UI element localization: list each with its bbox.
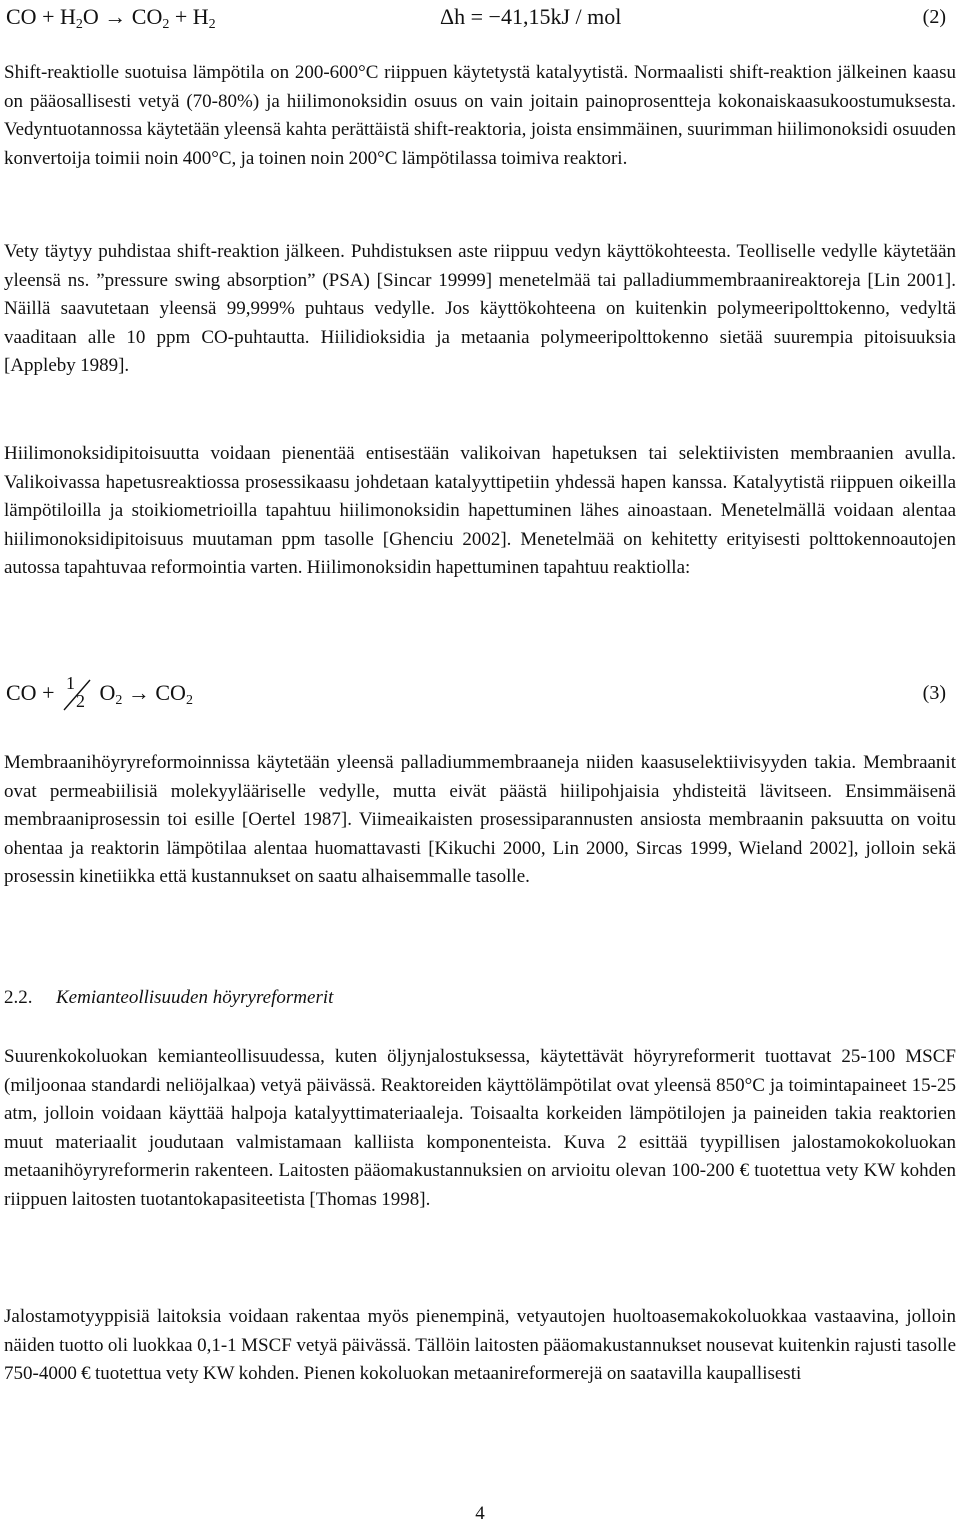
equation-2-reaction: [6, 0, 216, 34]
equation-2: [6, 0, 950, 34]
equation-3-reaction: [6, 673, 193, 712]
eq2-plus: +: [174, 4, 188, 29]
section-title: Kemianteollisuuden höyryreformerit: [56, 987, 334, 1008]
eq2-co: CO: [6, 4, 37, 29]
eq3-fraction: [60, 673, 94, 712]
section-number: 2.2.: [4, 987, 33, 1008]
equation-3: [6, 673, 950, 711]
page-number: 4: [475, 1503, 485, 1524]
equation-2-number: (2): [922, 6, 946, 28]
section-heading: [4, 984, 333, 1012]
eq2-plus: +: [42, 4, 55, 29]
eq2-h2: H: [192, 4, 209, 29]
eq3-frac-denominator: 2: [75, 691, 85, 711]
eq3-co2: CO: [155, 680, 186, 705]
eq2-sub: 2: [208, 17, 216, 32]
paragraph-small-scale-reformers: Jalostamotyyppisiä laitoksia voidaan rakentaa myös pienempinä, vetyautojen huoltoasemakokoluokkaa vastaavina, jolloin näiden tuotto oli luokkaa 0,1-1 MSCF vetyä päivässä. Tällöin laitosten pääomakustannukset nousevat kuitenkin rajusti tasolle 750-4000 € tuotettua vety KW kohden. Pienen kokoluokan metaanireformerejä on saatavilla kaupallisesti: [4, 1306, 956, 1385]
eq3-sub: 2: [115, 693, 123, 708]
eq3-sub: 2: [185, 693, 193, 708]
paragraph-co-oxidation: Hiilimonoksidipitoisuutta voidaan pienentää entisestään valikoivan hapetuksen tai selektiivisten membraanien avulla. Valikoivassa hapetusreaktiossa prosessikaasu johdetaan katalyyttipetiin yhdessä hapen kanssa. Katalyytistä riippuen oikeilla lämpötiloilla ja stoikiometrioilla tapahtuu hiilimonoksidin hapettuminen lähes ainoastaan. Menetelmällä voidaan alentaa hiilimonoksidipitoisuus muutaman ppm tasolle [Ghenciu 2002]. Menetelmää on kehitetty erityisesti polttokennoautojen autossa tapahtuvaa reformointia varten. Hiilimonoksidin hapettuminen tapahtuu reaktiolla:: [4, 443, 956, 579]
equation-3-number: (3): [922, 682, 946, 704]
eq2-o: O: [82, 4, 99, 29]
paragraph-membrane-reforming: Membraanihöyryreformoinnissa käytetään yleensä palladiummembraaneja niiden kaasuselektiivisyyden takia. Membraanit ovat permeabiilisiä molekyylääriselle vedylle, mutta eivät päästä hiilipohjaisia yhdisteitä lävitseen. Ensimmäisenä membraaniprosessin toi esille [Oertel 1987]. Viimeaikaisten prosessiparannusten ansiosta membraanin paksuutta on voitu ohentaa ja reaktorin lämpötilaa alentaa huomattavasti [Kikuchi 2000, Lin 2000, Sircas 1999, Wieland 2002], jolloin sekä prosessin kinetiikka että kustannukset on saatu alhaisemmalle tasolle.: [4, 752, 956, 888]
eq3-co: CO: [6, 680, 37, 705]
eq2-arrow: →: [104, 4, 127, 29]
equation-2-enthalpy: Δh = −41,15kJ / mol: [440, 4, 622, 29]
eq2-co2: CO: [131, 4, 163, 29]
eq2-h: H: [59, 4, 76, 29]
eq2-sub: 2: [75, 17, 83, 32]
eq3-arrow: →: [127, 680, 150, 705]
paragraph-industrial-reformers: Suurenkokoluokan kemianteollisuudessa, kuten öljynjalostuksessa, käytettävät höyryreformerit tuottavat 25-100 MSCF (miljoonaa standardi neliöjalkaa) vetyä päivässä. Reaktoreiden käyttölämpötilat ovat yleensä 850°C ja toimintapaineet 15-25 atm, jolloin voidaan käyttää halpoja katalyyttimateriaaleja. Toisaalta korkeiden lämpötilojen ja paineiden takia reaktorien muut materiaalit joudutaan valmistamaan kalliista komponenteista. Kuva 2 esittää tyypillisen jalostamokokoluokan metaanihöyryreformerin rakenteen. Laitosten pääomakustannuksien on arvioitu olevan 100-200 € tuotettua vety KW kohden riippuen laitosten tuotantokapasiteetista [Thomas 1998].: [4, 1046, 956, 1210]
eq2-sub: 2: [162, 17, 170, 32]
paragraph-shift-temperature: Shift-reaktiolle suotuisa lämpötila on 200-600°C riippuen käytetystä katalyytistä. Normaalisti shift-reaktion jälkeinen kaasu on pääosallisesti vetyä (70-80%) ja hiilimonoksidin osuus on vain joitain painoprosentteja kokonaiskaasukoostumuksesta. Vedyntuotannossa käytetään yleensä kahta perättäistä shift-reaktoria, joista ensimmäinen, suurimman hiilimonoksidi osuuden konvertoija toimii noin 400°C, ja toinen noin 200°C lämpötilassa toimiva reaktori.: [4, 62, 956, 169]
eq3-frac-numerator: 1: [65, 673, 75, 693]
eq3-o: O: [99, 680, 116, 705]
paragraph-hydrogen-purification: Vety täytyy puhdistaa shift-reaktion jälkeen. Puhdistuksen aste riippuu vedyn käyttökohteesta. Teolliselle vedylle käytetään yleensä ns. ”pressure swing absorption” (PSA) [Sincar 19999] menetelmää tai palladiummembraanireaktoreja [Lin 2001]. Näillä saavutetaan yleensä 99,999% puhtaus vedylle. Jos käyttökohteena on kuitenkin polymeeripolttokenno, vedyltä vaaditaan alle 10 ppm CO-puhtautta. Hiilidioksidia ja metaania polymeeripolttokenno sietää suurempia pitoisuuksia [Appleby 1989].: [4, 241, 956, 377]
eq3-plus: +: [42, 680, 55, 705]
